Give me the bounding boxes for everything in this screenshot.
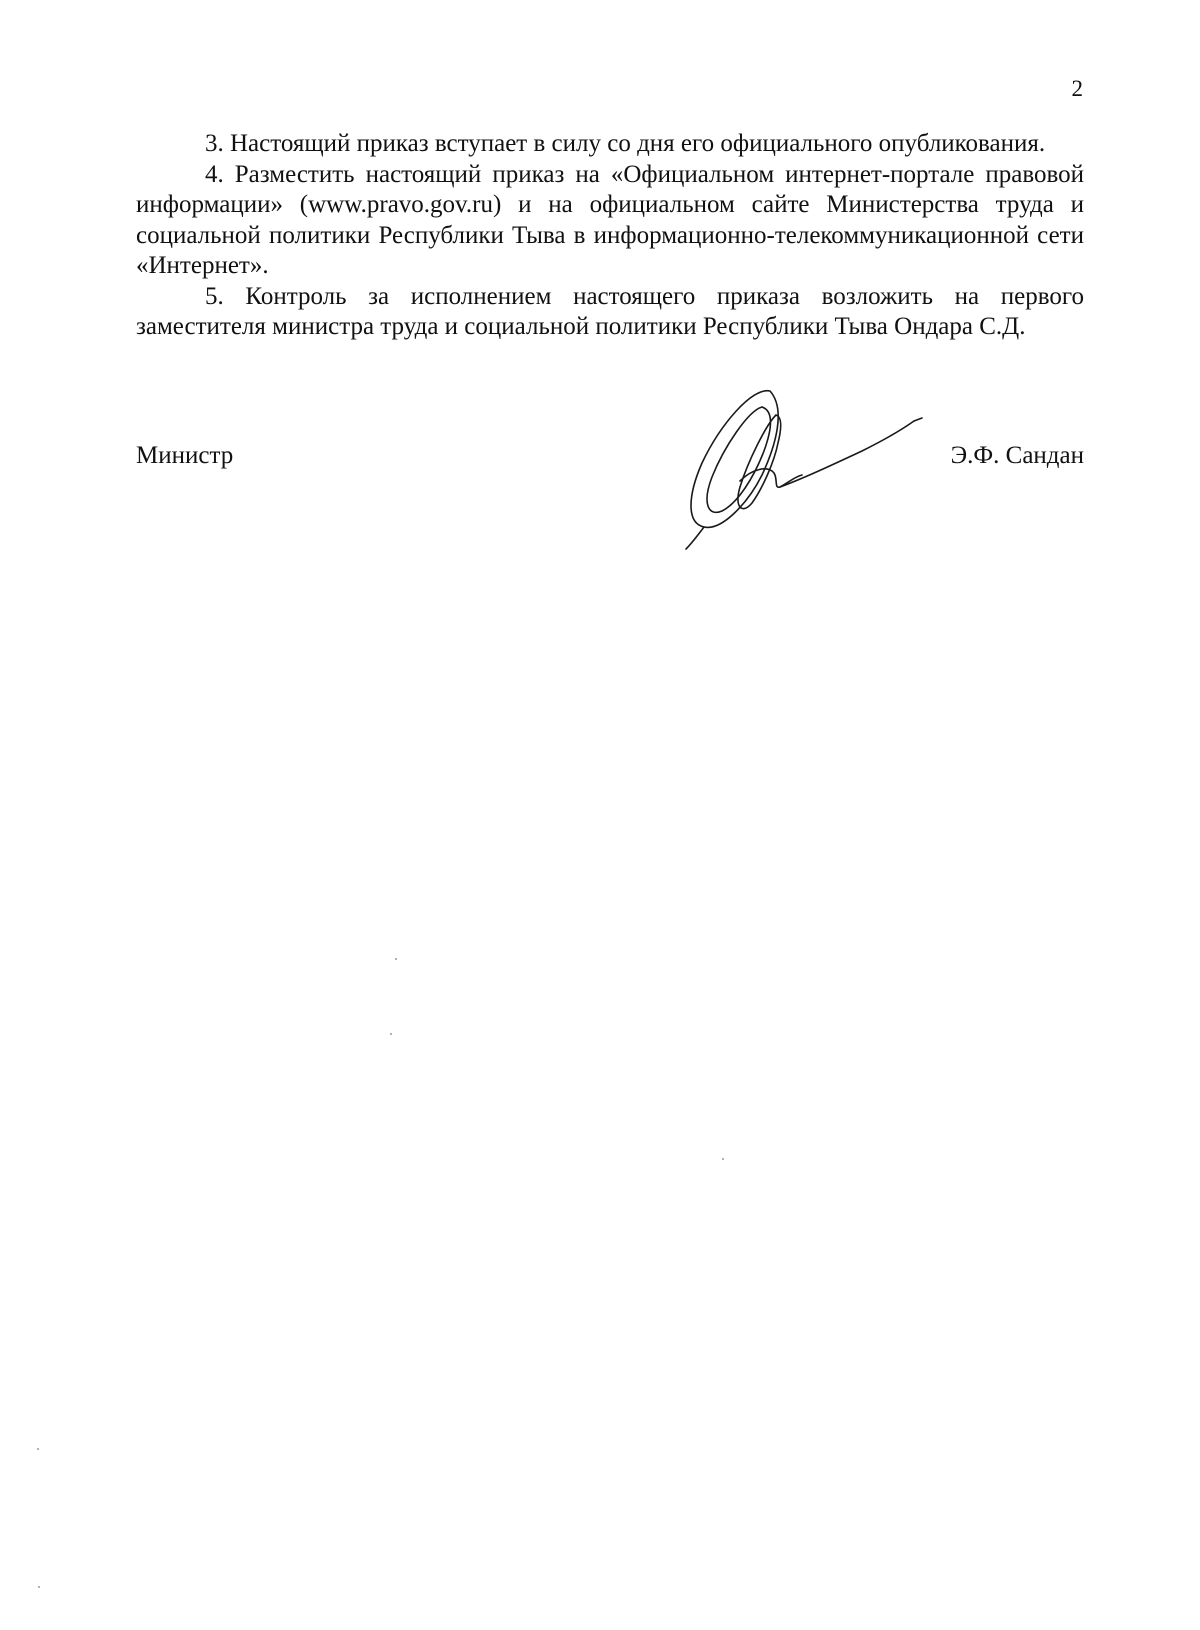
handwritten-signature <box>682 385 947 555</box>
scan-speck <box>395 958 397 960</box>
document-body <box>136 129 1084 343</box>
scan-speck <box>390 1033 392 1035</box>
scan-speck <box>722 1158 724 1160</box>
signer-position: Министр <box>136 442 234 469</box>
scan-speck <box>37 1448 39 1450</box>
signer-name: Э.Ф. Сандан <box>950 442 1084 469</box>
scan-speck <box>38 1586 40 1588</box>
page-number: 2 <box>1071 76 1083 101</box>
paragraph-3: 3. Настоящий приказ вступает в силу со дня его официального опубликования. <box>205 130 1046 157</box>
paragraph-5: 5. Контроль за исполнением настоящего приказа возложить на первого заместителя министра труда и социальной политики Республики Тыва Ондара С.Д. <box>136 282 1084 340</box>
paragraph-4: 4. Разместить настоящий приказ на «Официальном интернет-портале правовой информации» (www.pravo.gov.ru) и на официальном сайте Министерства труда и социальной политики Республики Тыва в информационно-телекоммуникационной сети «Интернет». <box>136 160 1084 279</box>
